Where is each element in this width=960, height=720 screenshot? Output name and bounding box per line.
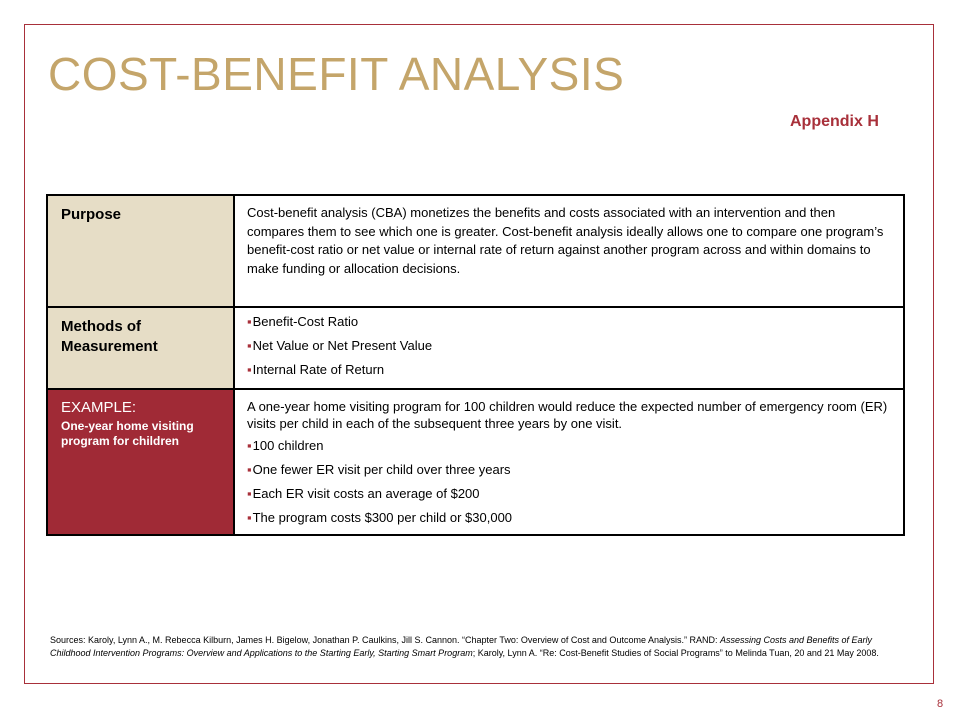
example-text-cell — [234, 389, 904, 535]
purpose-label-cell — [47, 195, 234, 307]
purpose-label: Purpose — [61, 206, 122, 223]
appendix-label: Appendix H — [790, 113, 879, 130]
list-item: ▪ 100 children — [247, 438, 891, 454]
methods-list — [235, 308, 903, 378]
example-label: EXAMPLE: — [61, 399, 137, 416]
list-item: ▪ One fewer ER visit per child over three years — [247, 462, 891, 478]
slide-title: COST-BENEFIT ANALYSIS — [48, 48, 625, 100]
list-item: ▪ Internal Rate of Return — [247, 362, 891, 378]
sources-note — [50, 634, 910, 660]
list-item: ▪ Net Value or Net Present Value — [247, 338, 891, 354]
example-sublabel: One-year home visiting program for children — [61, 419, 194, 448]
example-row — [47, 389, 904, 535]
methods-label: Methods of Measurement — [61, 318, 158, 355]
page-number: 8 — [937, 698, 944, 710]
sources-book-title: Assessing Costs and Benefits of Early Childhood Intervention Programs: Overview and Applications to the Starting Early, Starting Smart Program — [50, 635, 873, 658]
sources-text: Sources: Karoly, Lynn A., M. Rebecca Kilburn, James H. Bigelow, Jonathan P. Caulkins, Jill S. Cannon. “Chapter Two: Overview of Cost and Outcome Analysis.” RAND: — [50, 635, 720, 645]
purpose-row — [47, 195, 904, 307]
sources-text-tail: ; Karoly, Lynn A. “Re: Cost-Benefit Studies of Social Programs” to Melinda Tuan, 20 and 21 May 2008. — [472, 648, 879, 658]
methods-label-cell — [47, 307, 234, 389]
purpose-text: Cost-benefit analysis (CBA) monetizes the benefits and costs associated with an intervention and then compares them to see which one is greater. Cost-benefit analysis ideally allows one to compare one program’s benefit-cost ratio or net value or internal rate of return against another program across and within domains to make funding or allocation decisions. — [247, 205, 884, 276]
purpose-text-cell — [234, 195, 904, 307]
example-label-cell — [47, 389, 234, 535]
example-list — [235, 432, 903, 526]
list-item: ▪ The program costs $300 per child or $30,000 — [247, 510, 891, 526]
list-item: ▪ Benefit-Cost Ratio — [247, 314, 891, 330]
example-intro: A one-year home visiting program for 100 children would reduce the expected number of emergency room (ER) visits per child in each of the subsequent three years by one visit. — [247, 399, 888, 431]
list-item: ▪ Each ER visit costs an average of $200 — [247, 486, 891, 502]
cba-table — [46, 194, 905, 536]
methods-row — [47, 307, 904, 389]
methods-text-cell — [234, 307, 904, 389]
